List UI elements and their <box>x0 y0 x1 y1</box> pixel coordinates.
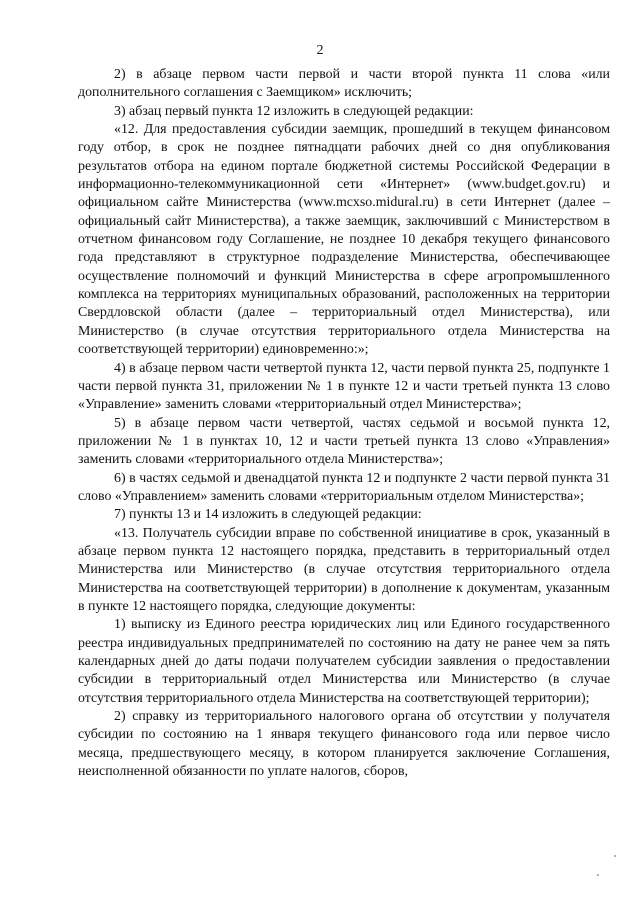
paragraph-item-4: 4) в абзаце первом части четвертой пункта 12, части первой пункта 25, подпункте 1 части первой пункта 31, приложении № 1 в пункте 12 и части третьей пункта 13 слово «Управление» заменить словами «территориальный отдел Министерства»; <box>78 360 610 413</box>
paragraph-item-2: 2) в абзаце первом части первой и части второй пункта 11 слова «или дополнительного соглашения с Заемщиком» исключить; <box>78 67 610 101</box>
paragraph-item-3: 3) абзац первый пункта 12 изложить в следующей редакции: <box>114 103 474 119</box>
paragraph-item-6: 6) в частях седьмой и двенадцатой пункта 12 и подпункте 2 части первой пункта 31 слово «Управлением» заменить словами «территориальным отделом Министерства»; <box>78 470 610 504</box>
paragraph-new-point-13: «13. Получатель субсидии вправе по собственной инициативе в срок, указанный в абзаце первом пункта 12 настоящего порядка, представить в территориальный отдел Министерства или Министерство (в случае отсутствия территориального отдела Министерства на соответствующей территории) в дополнение к документам, указанным в пункте 12 настоящего порядка, следующие документы: <box>78 525 610 614</box>
paragraph-item-7: 7) пункты 13 и 14 изложить в следующей редакции: <box>114 507 422 523</box>
page-number: 2 <box>316 43 324 58</box>
scan-speck <box>597 874 599 876</box>
paragraph-new-point-12: «12. Для предоставления субсидии заемщик, прошедший в текущем финансовом году отбор, в срок не позднее пятнадцати рабочих дней со дня опубликования результатов отбора на едином портале бюджетной системы Российской Федерации в информационно-телекоммуникационной сети «Интернет» (www.budget.gov.ru) и официальном сайте Министерства (www.mcxso.midural.ru) в сети Интернет (далее – официальный сайт Министерства), а также заемщик, заключивший с Министерством в отчетном финансовом году Соглашение, не позднее 10 декабря текущего финансового года представляют в структурное подразделение Министерства, обеспечивающее осуществление полномочий и функций Министерства в сфере агропромышленного комплекса на территориях муниципальных образований, расположенных на территории Свердловской области (далее – территориальный отдел Министерства), или Министерство (в случае отсутствия территориального отдела Министерства на соответствующей территории) единовременно:»; <box>78 122 610 358</box>
paragraph-subitem-1: 1) выписку из Единого реестра юридических лиц или Единого государственного реестра индивидуальных предпринимателей по состоянию на дату не ранее чем за пять календарных дней до даты подачи получателем субсидии заявления о предоставлении субсидии в территориальный отдел Министерства или Министерство (в случае отсутствия территориального отдела Министерства на соответствующей территории); <box>78 617 610 706</box>
paragraph-item-5: 5) в абзаце первом части четвертой, частях седьмой и восьмой пункта 12, приложении № 1 в пунктах 10, 12 и части третьей пункта 13 слово «Управления» заменить словами «территориального отдела Министерства»; <box>78 415 610 468</box>
document-body <box>78 66 610 781</box>
scan-speck <box>614 855 616 857</box>
paragraph-subitem-2: 2) справку из территориального налогового органа об отсутствии у получателя субсидии по состоянию на 1 января текущего финансового года или первое число месяца, предшествующего месяцу, в котором планируется заключение Соглашения, неисполненной обязанности по уплате налогов, сборов, <box>78 709 610 780</box>
